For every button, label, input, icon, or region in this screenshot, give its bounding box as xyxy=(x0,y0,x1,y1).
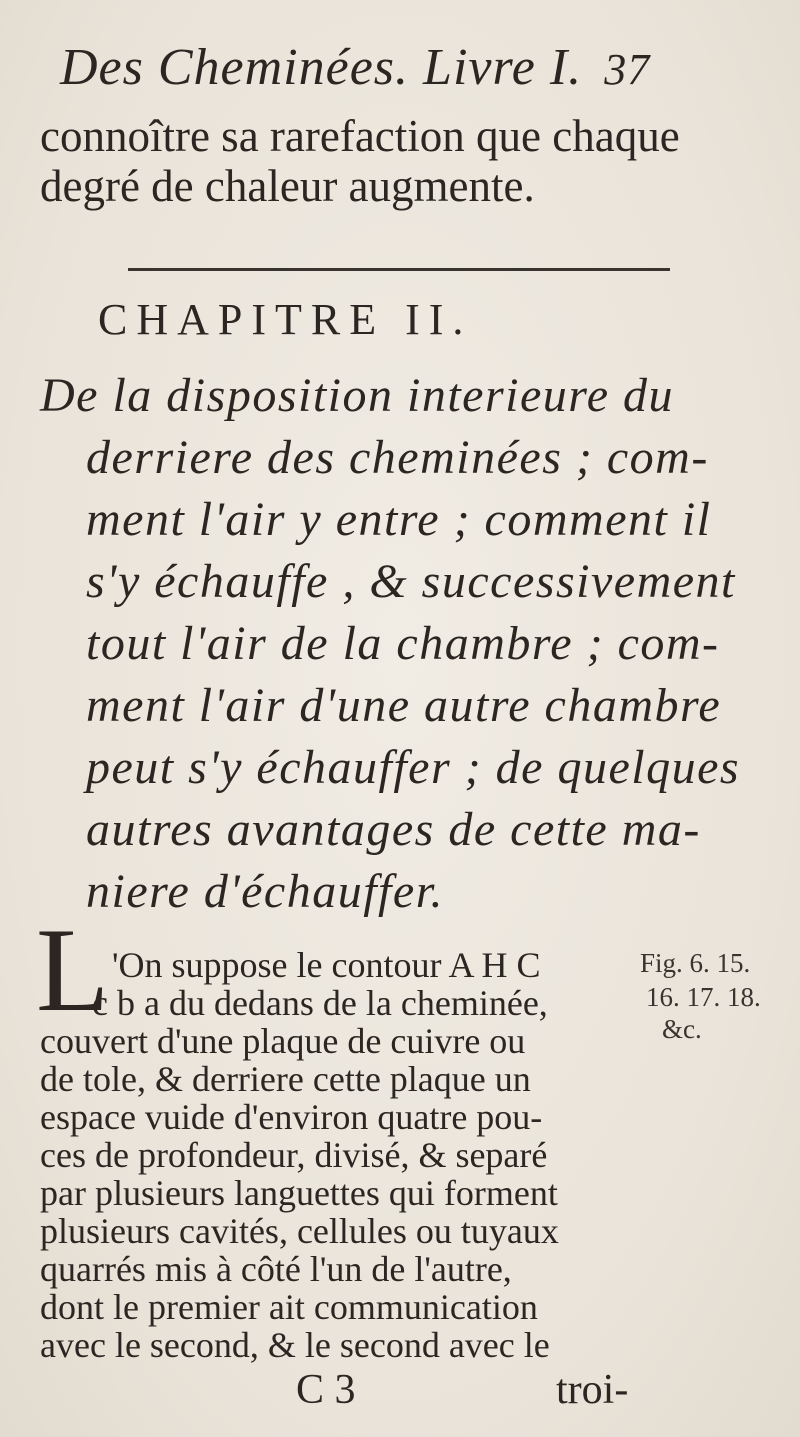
drop-cap: L xyxy=(36,903,110,1036)
body-line: couvert d'une plaque de cuivre ou xyxy=(40,1021,526,1061)
summary-line: peut s'y échauffer ; de quelques xyxy=(86,741,741,794)
summary-line: De la disposition interieure du xyxy=(40,369,675,422)
summary-line: derriere des cheminées ; com- xyxy=(86,431,709,484)
intro-line: degré de chaleur augmente. xyxy=(40,161,535,211)
running-head xyxy=(60,38,700,97)
body-line: par plusieurs languettes qui forment xyxy=(40,1173,558,1213)
body-line: de tole, & derriere cette plaque un xyxy=(40,1059,531,1099)
intro-line: connoître sa rarefaction que chaque xyxy=(40,111,680,161)
body-line: ces de profondeur, divisé, & separé xyxy=(40,1135,548,1175)
body-line: dont le premier ait communication xyxy=(40,1287,538,1327)
margin-note: 16. 17. 18. xyxy=(646,982,761,1012)
summary-line: niere d'échauffer. xyxy=(86,865,445,918)
summary-line: ment l'air d'une autre chambre xyxy=(86,679,722,732)
summary-line: ment l'air y entre ; comment il xyxy=(86,493,712,546)
summary-line: autres avantages de cette ma- xyxy=(86,803,701,856)
body-line: 'On suppose le contour A H C xyxy=(112,945,541,985)
running-head-title: Des Cheminées. Livre I. xyxy=(60,39,583,96)
body-line: quarrés mis à côté l'un de l'autre, xyxy=(40,1249,512,1289)
signature-mark: C 3 xyxy=(296,1367,356,1413)
summary-line: tout l'air de la chambre ; com- xyxy=(86,617,720,670)
chapter-heading: CHAPITRE II. xyxy=(98,295,473,344)
summary-line: s'y échauffe , & successivement xyxy=(86,555,736,608)
catchword: troi- xyxy=(556,1367,629,1413)
body-line: plusieurs cavités, cellules ou tuyaux xyxy=(40,1211,559,1251)
margin-note: &c. xyxy=(662,1014,702,1044)
page-number: 37 xyxy=(604,45,651,94)
body-line: c b a du dedans de la cheminée, xyxy=(92,983,548,1023)
section-divider xyxy=(128,268,670,271)
body-line: avec le second, & le second avec le xyxy=(40,1325,550,1365)
margin-note: Fig. 6. 15. xyxy=(640,948,751,978)
body-line: espace vuide d'environ quatre pou- xyxy=(40,1097,543,1137)
